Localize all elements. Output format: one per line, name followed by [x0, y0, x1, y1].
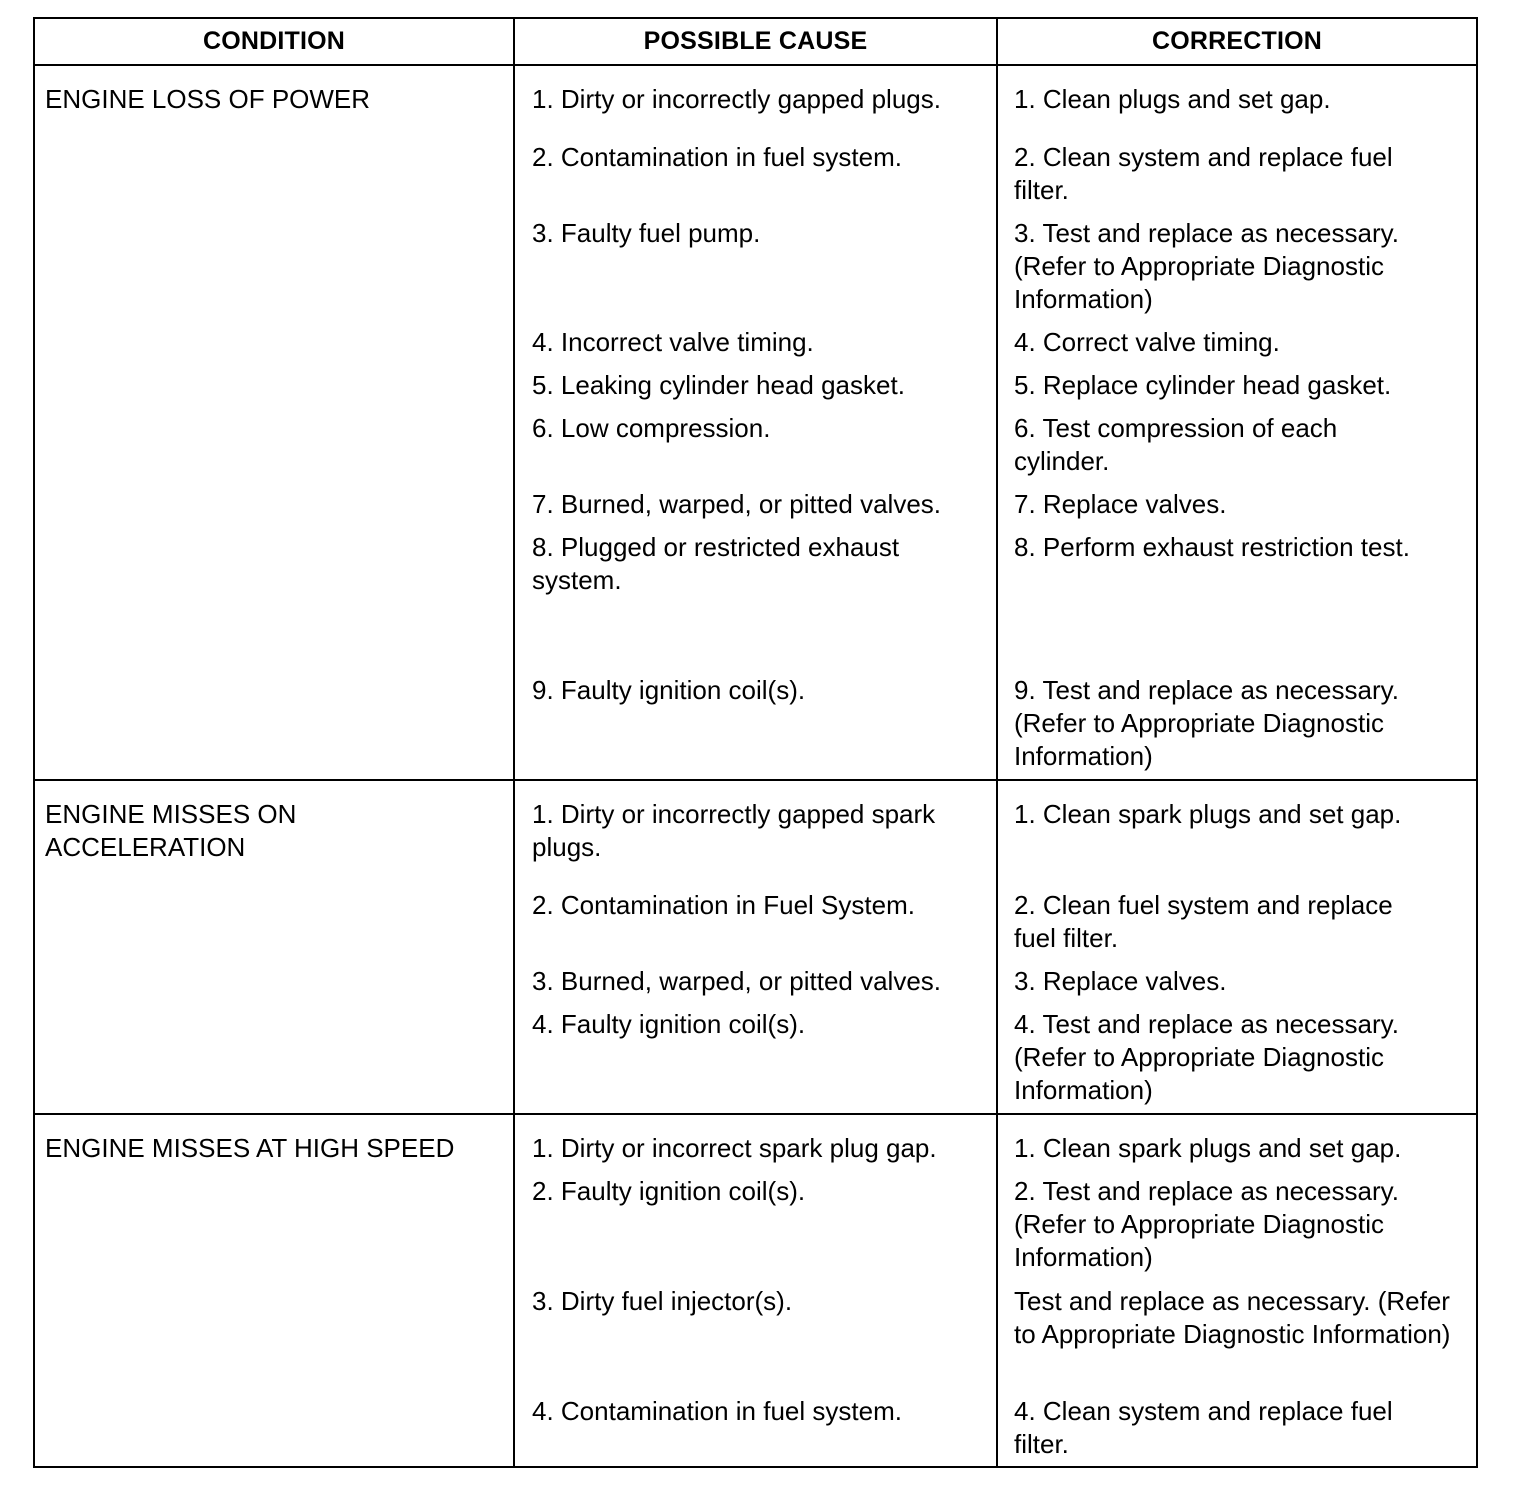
cause-cell: 4. Incorrect valve timing.	[532, 327, 814, 357]
cause-cell: 8. Plugged or restricted exhaust system.	[532, 532, 907, 595]
correction-cell: 3. Replace valves.	[1014, 966, 1227, 996]
correction-cell: 1. Clean spark plugs and set gap.	[1014, 1133, 1402, 1163]
cause-cell: 3. Dirty fuel injector(s).	[532, 1286, 793, 1316]
correction-cell: 1. Clean plugs and set gap.	[1014, 84, 1331, 114]
section-divider	[35, 779, 1476, 781]
header-divider	[35, 64, 1476, 66]
correction-cell: 6. Test compression of each cylinder.	[1014, 413, 1345, 476]
condition-engine-misses-on-acceleration: ENGINE MISSES ON ACCELERATION	[45, 799, 297, 862]
header-possible-cause: POSSIBLE CAUSE	[643, 27, 868, 55]
correction-cell: 4. Correct valve timing.	[1014, 327, 1280, 357]
correction-cell: 8. Perform exhaust restriction test.	[1014, 532, 1410, 562]
cause-cell: 7. Burned, warped, or pitted valves.	[532, 489, 942, 519]
cause-cell: 3. Faulty fuel pump.	[532, 218, 761, 248]
header-condition: CONDITION	[202, 27, 346, 55]
cause-cell: 2. Contamination in Fuel System.	[532, 890, 915, 920]
cause-cell: 2. Faulty ignition coil(s).	[532, 1176, 806, 1206]
cause-cell: 2. Contamination in fuel system.	[532, 142, 902, 172]
correction-cell: 2. Test and replace as necessary. (Refer to Appropriate Diagnostic Information)	[1014, 1176, 1407, 1272]
cause-cell: 1. Dirty or incorrectly gapped spark plugs.	[532, 799, 943, 862]
correction-cell: 2. Clean system and replace fuel filter.	[1014, 142, 1400, 205]
correction-cell: 2. Clean fuel system and replace fuel filter.	[1014, 890, 1400, 953]
section-divider	[35, 1113, 1476, 1115]
cause-cell: 5. Leaking cylinder head gasket.	[532, 370, 905, 400]
diagnosis-table	[33, 17, 1478, 1468]
cause-cell: 6. Low compression.	[532, 413, 771, 443]
correction-cell: 5. Replace cylinder head gasket.	[1014, 370, 1392, 400]
cause-cell: 1. Dirty or incorrect spark plug gap.	[532, 1133, 937, 1163]
correction-cell: Test and replace as necessary. (Refer to Appropriate Diagnostic Information)	[1014, 1286, 1458, 1349]
cause-cell: 4. Contamination in fuel system.	[532, 1396, 902, 1426]
correction-cell: 7. Replace valves.	[1014, 489, 1227, 519]
correction-cell: 9. Test and replace as necessary. (Refer to Appropriate Diagnostic Information)	[1014, 675, 1407, 771]
cause-cell: 3. Burned, warped, or pitted valves.	[532, 966, 942, 996]
condition-engine-loss-of-power: ENGINE LOSS OF POWER	[45, 84, 371, 114]
correction-cell: 4. Clean system and replace fuel filter.	[1014, 1396, 1400, 1459]
column-divider	[996, 19, 998, 1466]
correction-cell: 1. Clean spark plugs and set gap.	[1014, 799, 1402, 829]
column-divider	[513, 19, 515, 1466]
header-correction: CORRECTION	[1151, 27, 1323, 55]
cause-cell: 9. Faulty ignition coil(s).	[532, 675, 806, 705]
cause-cell: 1. Dirty or incorrectly gapped plugs.	[532, 84, 941, 114]
correction-cell: 3. Test and replace as necessary. (Refer to Appropriate Diagnostic Information)	[1014, 218, 1407, 314]
condition-engine-misses-at-high-speed: ENGINE MISSES AT HIGH SPEED	[45, 1133, 455, 1163]
cause-cell: 4. Faulty ignition coil(s).	[532, 1009, 806, 1039]
correction-cell: 4. Test and replace as necessary. (Refer to Appropriate Diagnostic Information)	[1014, 1009, 1407, 1105]
